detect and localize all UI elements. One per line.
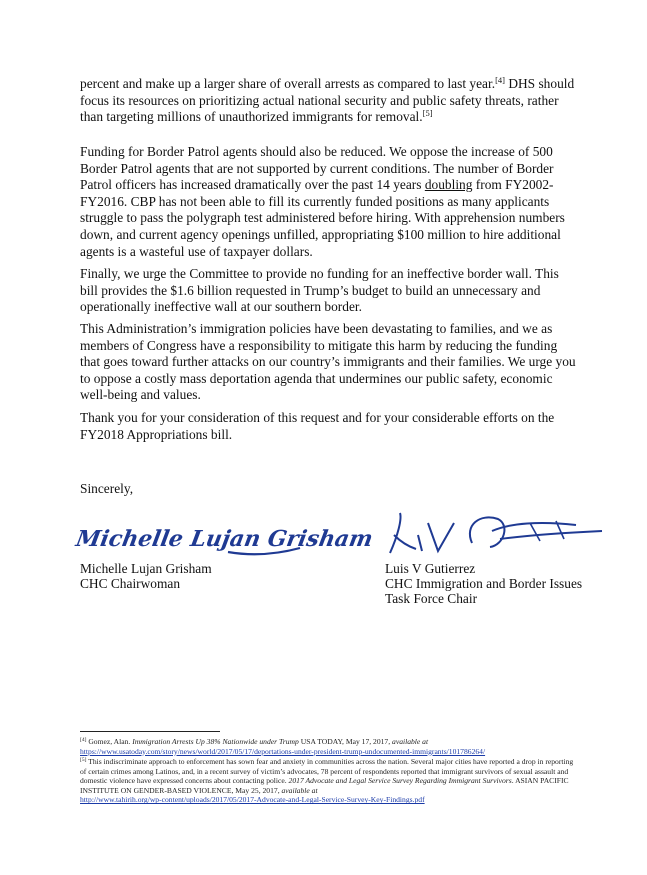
footnote-article-title: Immigration Arrests Up 38% Nationwide under Trump <box>132 737 299 746</box>
footnote-ref-4[interactable]: [4] <box>495 75 505 85</box>
footnote-4 <box>80 737 580 756</box>
footnote-ref-5[interactable]: [5] <box>422 108 433 119</box>
paragraph-text: DHS should focus its resources on prioritizing actual national security and public safety threats, rather than targeting millions of unauthorized immigrants for removal. <box>80 76 575 125</box>
footnote-text: . ASIAN PACIFIC INSTITUTE ON GENDER-BASED VIOLENCE, May 25, 2017, <box>80 776 569 795</box>
paragraph-border-patrol <box>80 144 580 260</box>
signer-name-right: Luis V Gutierrez <box>385 561 476 576</box>
svg-text:Michelle Lujan Grisham: Michelle Lujan Grisham <box>74 526 375 552</box>
footnote-marker: [4] <box>80 737 87 743</box>
signature-michelle-lujan-grisham <box>74 518 375 560</box>
paragraph-text: from FY2002-FY2016. CBP has not been able to fill its currently funded positions as many applicants struggle to pass the polygraph test administered before hiring. With apprehension numbers down, and current agency openings unfilled, appropriating $100 million to hire additional agents is a wasteful use of taxpayer dollars. <box>80 177 565 259</box>
footnote-marker: [5] <box>80 757 87 763</box>
footnote-divider <box>80 731 220 732</box>
footnote-text: Gomez, Alan. <box>86 737 133 746</box>
signer-name-left: Michelle Lujan Grisham <box>80 561 212 576</box>
paragraph-administration-policies: This Administration’s immigration policies have been devastating to families, and we as members of Congress have a responsibility to mitigate this harm by reducing the funding that goes toward further attacks on our country’s immigrants and their families. We urge you to oppose a costly mass deportation agenda that undermines our public safety, economic well-being and values. <box>80 321 576 403</box>
footnote-text: This indiscriminate approach to enforcement has sown fear and anxiety in communities across the nation. Several major cities have reported a drop in reporting of certain crimes among Latinos, and, in a recent survey of victim’s advocates, 78 percent of respondents reported that immigrant survivors of sexual assault and domestic violence have expressed concerns about contacting police. <box>80 757 574 786</box>
paragraph-thank-you: Thank you for your consideration of this request and for your considerable efforts on the FY2018 Appropriations bill. <box>80 410 555 442</box>
paragraph-text: percent and make up a larger share of overall arrests as compared to last year. <box>80 76 496 91</box>
signature-luis-gutierrez <box>380 505 610 565</box>
signer-title-right-line2: Task Force Chair <box>385 591 478 606</box>
footnote-survey-title: 2017 Advocate and Legal Service Survey Regarding Immigrant Survivors <box>288 776 512 786</box>
footnote-text: USA TODAY, May 17, 2017, <box>298 737 393 746</box>
closing-salutation: Sincerely, <box>80 481 134 496</box>
footnote-link-tahirih[interactable]: http://www.tahirih.org/wp-content/uploads/2017/05/2017-Advocate-and-Legal-Service-Survey-Key-Findings.pdf <box>80 795 425 805</box>
paragraph-dhs-priorities <box>80 76 580 126</box>
paragraph-border-wall: Finally, we urge the Committee to provide no funding for an ineffective border wall. This bill provides the $1.6 billion requested in Trump’s budget to build an unnecessary and operationally ineffective wall at our southern border. <box>80 266 559 315</box>
footnote-available-at: available at <box>392 737 429 746</box>
paragraph-text: Funding for Border Patrol agents should also be reduced. We oppose the increase of 500 Border Patrol agents that are not supported by current conditions. The number of Border Patrol officers has increased dramatically over the past 14 years <box>80 144 554 193</box>
signer-title-left: CHC Chairwoman <box>80 576 181 591</box>
signer-title-right-line1: CHC Immigration and Border Issues <box>385 576 583 591</box>
underlined-word: doubling <box>424 177 473 193</box>
footnote-available-at: available at <box>281 785 318 795</box>
footnote-link-usatoday[interactable]: https://www.usatoday.com/story/news/world/2017/05/17/deportations-under-president-trump-undocumented-immigrants/101786264/ <box>80 746 486 756</box>
footnote-5 <box>80 757 580 805</box>
